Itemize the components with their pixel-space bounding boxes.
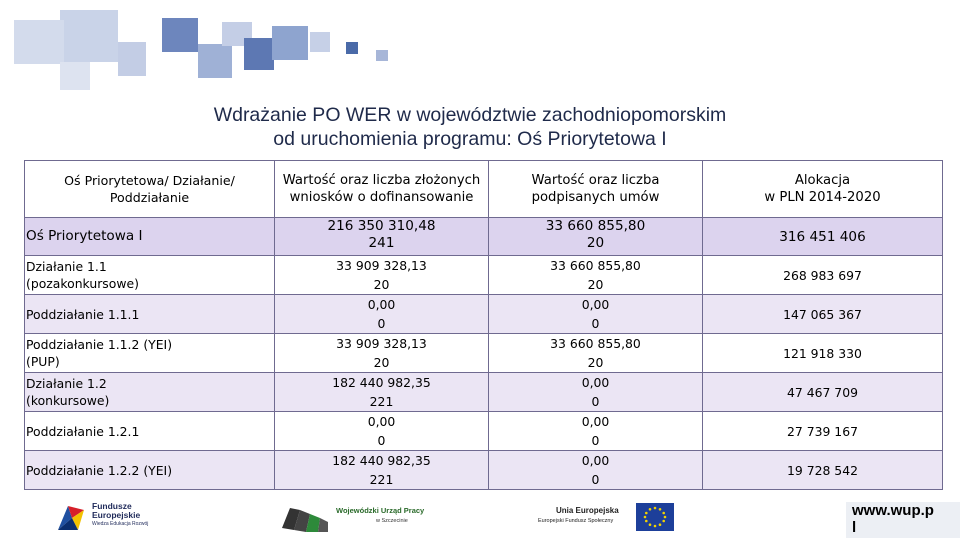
signed-count: 0 xyxy=(591,472,600,487)
allocation-value: 19 728 542 xyxy=(703,451,943,490)
row-label: Działanie 1.2 (konkursowe) xyxy=(25,373,275,412)
header-submitted: Wartość oraz liczba złożonych wniosków o dofinansowanie xyxy=(275,161,489,218)
signed-value: 33 660 855,80 xyxy=(550,336,641,351)
signed-value: 0,00 xyxy=(581,414,610,429)
signed-value: 33 660 855,80 xyxy=(550,258,641,273)
title-line-2: od uruchomienia programu: Oś Priorytetowa I xyxy=(273,128,667,150)
signed-value: 0,00 xyxy=(581,453,610,468)
submitted-value: 0,00 xyxy=(367,414,396,429)
footer-logos xyxy=(0,492,960,540)
table-row xyxy=(25,451,943,490)
wup-stairs-icon xyxy=(280,500,330,534)
eu-logo xyxy=(538,500,678,534)
submitted-cell xyxy=(275,256,489,295)
signed-cell xyxy=(489,451,703,490)
header-signed: Wartość oraz liczba podpisanych umów xyxy=(489,161,703,218)
eu-funds-line3: Wiedza Edukacja Rozwój xyxy=(92,521,149,527)
signed-value: 0,00 xyxy=(581,297,610,312)
allocation-value: 316 451 406 xyxy=(703,218,943,256)
wup-line1: Wojewódzki Urząd Pracy xyxy=(336,506,425,515)
signed-count: 20 xyxy=(586,235,605,251)
table-header-row xyxy=(25,161,943,218)
signed-count: 20 xyxy=(587,355,604,370)
signed-cell xyxy=(489,334,703,373)
submitted-count: 0 xyxy=(377,316,386,331)
submitted-cell xyxy=(275,451,489,490)
allocation-value: 121 918 330 xyxy=(703,334,943,373)
submitted-value: 182 440 982,35 xyxy=(332,453,431,468)
submitted-count: 221 xyxy=(369,472,394,487)
submitted-count: 20 xyxy=(373,277,390,292)
signed-count: 0 xyxy=(591,433,600,448)
submitted-value: 33 909 328,13 xyxy=(336,258,427,273)
submitted-count: 20 xyxy=(373,355,390,370)
submitted-cell xyxy=(275,412,489,451)
table-row xyxy=(25,373,943,412)
submitted-count: 0 xyxy=(377,433,386,448)
signed-cell xyxy=(489,218,703,256)
eu-funds-line1: Fundusze xyxy=(92,501,132,511)
table-row xyxy=(25,334,943,373)
table-row xyxy=(25,295,943,334)
wup-line2: w Szczecinie xyxy=(376,518,408,524)
eu-funds-star-icon xyxy=(54,500,88,534)
page-title xyxy=(110,103,830,151)
signed-cell xyxy=(489,373,703,412)
implementation-table xyxy=(24,160,943,490)
row-label: Poddziałanie 1.1.1 xyxy=(25,295,275,334)
submitted-cell xyxy=(275,373,489,412)
submitted-count: 221 xyxy=(369,394,394,409)
allocation-value: 147 065 367 xyxy=(703,295,943,334)
row-label: Oś Priorytetowa I xyxy=(25,218,275,256)
eu-line1: Unia Europejska xyxy=(556,506,619,515)
header-axis: Oś Priorytetowa/ Działanie/ Poddziałanie xyxy=(25,161,275,218)
row-label: Poddziałanie 1.1.2 (YEI) (PUP) xyxy=(25,334,275,373)
submitted-value: 182 440 982,35 xyxy=(332,375,431,390)
submitted-value: 216 350 310,48 xyxy=(327,218,436,234)
row-label: Działanie 1.1 (pozakonkursowe) xyxy=(25,256,275,295)
signed-cell xyxy=(489,412,703,451)
submitted-cell xyxy=(275,334,489,373)
table-row xyxy=(25,256,943,295)
eu-funds-logo xyxy=(54,500,174,534)
submitted-cell xyxy=(275,218,489,256)
submitted-cell xyxy=(275,295,489,334)
submitted-value: 33 909 328,13 xyxy=(336,336,427,351)
eu-line2: Europejski Fundusz Społeczny xyxy=(538,518,614,524)
website-link[interactable]: www.wup.p l xyxy=(846,502,960,538)
allocation-value: 47 467 709 xyxy=(703,373,943,412)
signed-count: 0 xyxy=(591,394,600,409)
eu-funds-line2: Europejskie xyxy=(92,510,141,520)
table-row xyxy=(25,218,943,256)
allocation-value: 268 983 697 xyxy=(703,256,943,295)
signed-value: 0,00 xyxy=(581,375,610,390)
signed-value: 33 660 855,80 xyxy=(545,218,646,234)
title-line-1: Wdrażanie PO WER w województwie zachodniopomorskim xyxy=(213,104,727,126)
header-allocation: Alokacja w PLN 2014-2020 xyxy=(703,161,943,218)
signed-count: 0 xyxy=(591,316,600,331)
signed-cell xyxy=(489,256,703,295)
row-label: Poddziałanie 1.2.1 xyxy=(25,412,275,451)
signed-count: 20 xyxy=(587,277,604,292)
submitted-value: 0,00 xyxy=(367,297,396,312)
row-label: Poddziałanie 1.2.2 (YEI) xyxy=(25,451,275,490)
table-row xyxy=(25,412,943,451)
wup-logo xyxy=(280,500,430,534)
eu-flag-icon xyxy=(636,503,674,531)
allocation-value: 27 739 167 xyxy=(703,412,943,451)
submitted-count: 241 xyxy=(368,235,395,251)
signed-cell xyxy=(489,295,703,334)
